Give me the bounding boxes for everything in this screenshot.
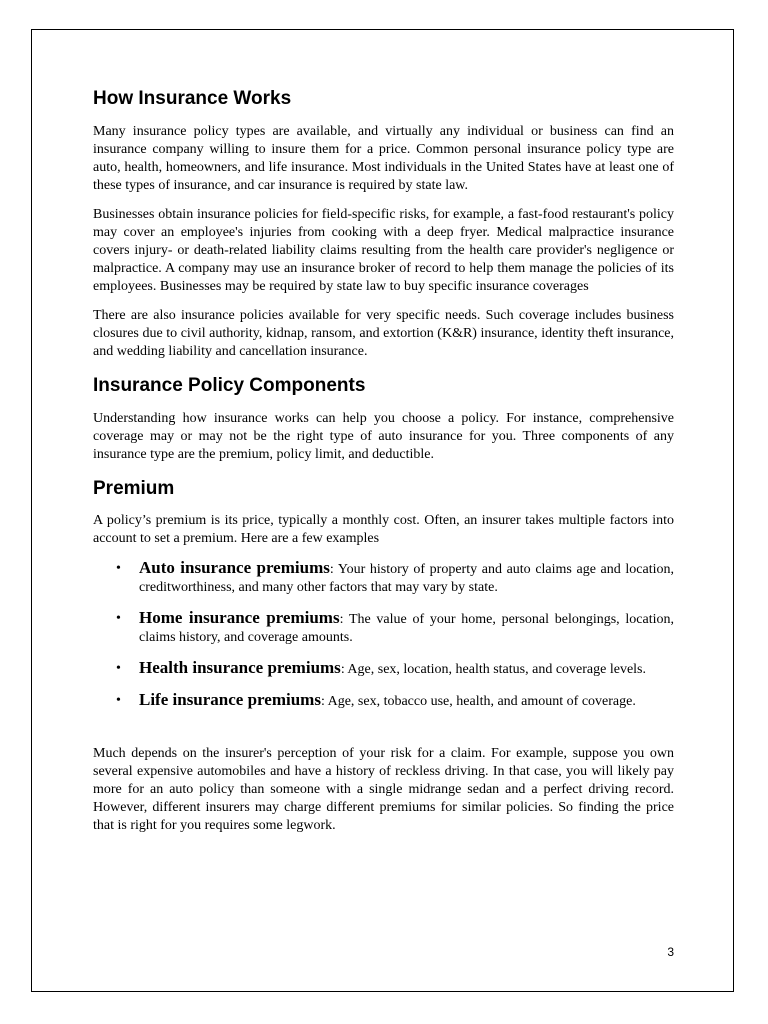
paragraph-how-1: Many insurance policy types are available, and virtually any individual or business can find an insurance company willing to insure them for a price. Common personal insurance policy type are auto, health, homeowners, and life insurance. Most individuals in the United States have at least one of these types of insurance, and car insurance is required by state law. [93,123,674,193]
bullet-glyph: • [116,561,121,577]
paragraph-components-1: Understanding how insurance works can help you choose a policy. For instance, comprehensive coverage may or may not be the right type of auto insurance for you. Three components of any insurance type are the premium, policy limit, and deductible. [93,410,674,462]
list-item-life [93,691,674,711]
bullet-glyph: • [116,661,121,677]
page-content [93,88,674,846]
text-home: : The value of your home, personal belongings, location, claims history, and coverage amounts. [139,612,674,646]
paragraph-how-2: Businesses obtain insurance policies for field-specific risks, for example, a fast-food restaurant's policy may cover an employee's injuries from cooking with a deep fryer. Medical malpractice insurance covers injury- or death-related liability claims resulting from the health care provider's negligence or malpractice. A company may use an insurance broker of record to help them manage the policies of its employees. Businesses may be required by state law to buy specific insurance coverages [93,206,674,294]
term-health: Health insurance premiums [139,658,341,678]
paragraph-premium-closing: Much depends on the insurer's perception of your risk for a claim. For example, suppose you own several expensive automobiles and have a history of reckless driving. In that case, you will likely pay more for an auto policy than someone with a single midrange sedan and a perfect driving record. However, different insurers may charge different premiums for similar policies. So finding the price that is right for you requires some legwork. [93,746,674,834]
list-item-health [93,659,674,679]
paragraph-premium-intro: A policy’s premium is its price, typically a monthly cost. Often, an insurer takes multiple factors into account to set a premium. Here are a few examples [93,513,674,547]
heading-how-insurance-works: How Insurance Works [93,88,292,109]
bullet-glyph: • [116,611,121,627]
text-auto: : Your history of property and auto claims age and location, creditworthiness, and many other factors that may vary by state. [139,562,674,596]
document-page [31,29,734,992]
term-home: Home insurance premiums [139,608,340,628]
term-life: Life insurance premiums [139,690,321,710]
bullet-glyph: • [116,693,121,709]
term-auto: Auto insurance premiums [139,558,330,578]
paragraph-how-3: There are also insurance policies available for very specific needs. Such coverage includes business closures due to civil authority, kidnap, ransom, and extortion (K&R) insurance, identity theft insurance, and wedding liability and cancellation insurance. [93,307,674,359]
text-life: : Age, sex, tobacco use, health, and amount of coverage. [320,694,636,710]
list-item-auto [93,559,674,597]
text-health: : Age, sex, location, health status, and coverage levels. [340,662,646,678]
premium-factors-list [93,559,674,711]
heading-premium: Premium [93,477,175,499]
heading-policy-components: Insurance Policy Components [93,374,366,396]
list-item-home [93,609,674,647]
page-number: 3 [667,945,674,959]
